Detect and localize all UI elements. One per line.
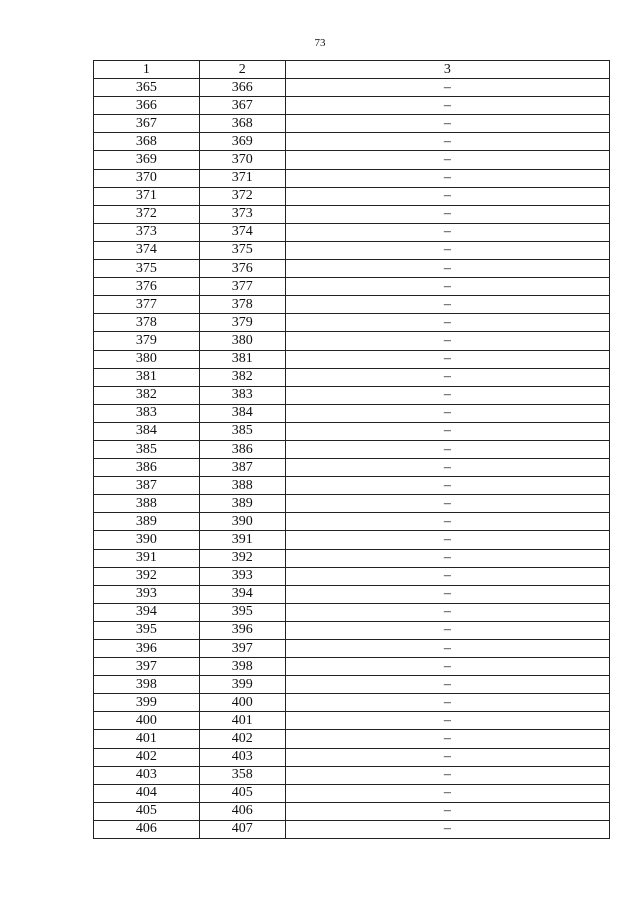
table-cell-col2: 381 [199,350,285,368]
table-cell-col3: – [285,477,609,495]
table-row [94,820,610,838]
table-cell-col2: 407 [199,820,285,838]
table-row [94,495,610,513]
table-row [94,115,610,133]
table-cell-col2: 373 [199,205,285,223]
table-cell-col3: – [285,531,609,549]
column-header-3: 3 [285,61,609,79]
table-cell-col3: – [285,802,609,820]
table-cell-col2: 358 [199,766,285,784]
table-cell-col2: 366 [199,79,285,97]
table-cell-col1: 369 [94,151,200,169]
table-cell-col3: – [285,676,609,694]
table-cell-col2: 394 [199,585,285,603]
table-cell-col1: 378 [94,314,200,332]
table-cell-col1: 367 [94,115,200,133]
table-cell-col2: 393 [199,567,285,585]
table-cell-col3: – [285,223,609,241]
table-cell-col2: 372 [199,187,285,205]
table-row [94,440,610,458]
table-cell-col3: – [285,694,609,712]
table-cell-col2: 370 [199,151,285,169]
table-cell-col1: 386 [94,459,200,477]
table-cell-col3: – [285,730,609,748]
column-header-1: 1 [94,61,200,79]
table-cell-col3: – [285,621,609,639]
table-cell-col1: 393 [94,585,200,603]
table-cell-col3: – [285,260,609,278]
table-row [94,314,610,332]
table-cell-col3: – [285,133,609,151]
table-cell-col1: 391 [94,549,200,567]
table-cell-col1: 371 [94,187,200,205]
table-cell-col2: 379 [199,314,285,332]
table-cell-col1: 401 [94,730,200,748]
table-cell-col1: 377 [94,296,200,314]
table-row [94,531,610,549]
table-cell-col2: 374 [199,223,285,241]
table-cell-col2: 397 [199,640,285,658]
data-table [93,60,610,839]
table-row [94,332,610,350]
table-row [94,241,610,259]
table-cell-col1: 380 [94,350,200,368]
table-cell-col1: 387 [94,477,200,495]
table-cell-col2: 403 [199,748,285,766]
table-cell-col1: 373 [94,223,200,241]
table-cell-col3: – [285,241,609,259]
table-cell-col1: 384 [94,422,200,440]
table-row [94,422,610,440]
table-row [94,151,610,169]
table-cell-col2: 385 [199,422,285,440]
table-row [94,802,610,820]
table-row [94,676,610,694]
table-cell-col1: 365 [94,79,200,97]
table-cell-col3: – [285,567,609,585]
table-row [94,603,610,621]
table-cell-col3: – [285,187,609,205]
table-cell-col3: – [285,79,609,97]
table-cell-col2: 371 [199,169,285,187]
table-cell-col1: 399 [94,694,200,712]
table-row [94,278,610,296]
table-row [94,640,610,658]
table-cell-col3: – [285,495,609,513]
table-cell-col1: 383 [94,404,200,422]
table-cell-col1: 379 [94,332,200,350]
table-cell-col3: – [285,459,609,477]
table-row [94,694,610,712]
table-cell-col3: – [285,658,609,676]
table-cell-col1: 397 [94,658,200,676]
table-row [94,97,610,115]
table-cell-col2: 367 [199,97,285,115]
table-cell-col2: 368 [199,115,285,133]
table-cell-col3: – [285,332,609,350]
table-cell-col2: 402 [199,730,285,748]
table-cell-col3: – [285,549,609,567]
table-cell-col2: 391 [199,531,285,549]
table-cell-col2: 376 [199,260,285,278]
table-cell-col1: 389 [94,513,200,531]
table-row [94,350,610,368]
table-cell-col3: – [285,386,609,404]
table-cell-col3: – [285,784,609,802]
table-cell-col2: 378 [199,296,285,314]
table-row [94,368,610,386]
table-row [94,260,610,278]
table-row [94,567,610,585]
table-row [94,459,610,477]
table-row [94,477,610,495]
table-row [94,549,610,567]
table-cell-col1: 381 [94,368,200,386]
table-cell-col2: 377 [199,278,285,296]
table-cell-col1: 368 [94,133,200,151]
table-cell-col3: – [285,278,609,296]
table-cell-col1: 405 [94,802,200,820]
table-cell-col3: – [285,314,609,332]
table-cell-col1: 406 [94,820,200,838]
table-row [94,223,610,241]
table-cell-col1: 376 [94,278,200,296]
table-cell-col2: 400 [199,694,285,712]
table-cell-col2: 392 [199,549,285,567]
table-cell-col2: 384 [199,404,285,422]
table-cell-col1: 390 [94,531,200,549]
table-cell-col1: 396 [94,640,200,658]
table-cell-col2: 401 [199,712,285,730]
table-cell-col1: 402 [94,748,200,766]
table-cell-col2: 383 [199,386,285,404]
column-header-2: 2 [199,61,285,79]
table-cell-col3: – [285,422,609,440]
table-row [94,784,610,802]
table-body [94,79,610,839]
table-cell-col2: 386 [199,440,285,458]
table-cell-col3: – [285,115,609,133]
table-cell-col2: 406 [199,802,285,820]
table-cell-col3: – [285,748,609,766]
table-cell-col3: – [285,350,609,368]
table-row [94,386,610,404]
table-row [94,748,610,766]
table-cell-col1: 394 [94,603,200,621]
table-cell-col3: – [285,820,609,838]
table-cell-col2: 390 [199,513,285,531]
table-cell-col2: 396 [199,621,285,639]
table-cell-col3: – [285,205,609,223]
table-cell-col3: – [285,296,609,314]
table-cell-col3: – [285,585,609,603]
table-cell-col3: – [285,640,609,658]
table-cell-col1: 395 [94,621,200,639]
table-cell-col2: 389 [199,495,285,513]
table-cell-col3: – [285,603,609,621]
table-cell-col1: 403 [94,766,200,784]
table-cell-col1: 385 [94,440,200,458]
table-cell-col3: – [285,368,609,386]
table-cell-col1: 404 [94,784,200,802]
table-row [94,658,610,676]
table-row [94,169,610,187]
table-cell-col3: – [285,766,609,784]
table-cell-col3: – [285,151,609,169]
table-cell-col3: – [285,440,609,458]
table-cell-col1: 372 [94,205,200,223]
table-row [94,133,610,151]
table-row [94,621,610,639]
table-cell-col3: – [285,169,609,187]
table-cell-col2: 382 [199,368,285,386]
table-row [94,730,610,748]
table-row [94,766,610,784]
page-number: 73 [314,37,326,49]
table-row [94,205,610,223]
table-cell-col1: 382 [94,386,200,404]
table-row [94,712,610,730]
table-cell-col3: – [285,404,609,422]
table-row [94,187,610,205]
table-cell-col2: 399 [199,676,285,694]
table-row [94,404,610,422]
table-cell-col1: 388 [94,495,200,513]
header-row [94,61,610,79]
table-cell-col2: 405 [199,784,285,802]
table-cell-col3: – [285,712,609,730]
table-cell-col3: – [285,97,609,115]
table-cell-col2: 387 [199,459,285,477]
table-cell-col1: 374 [94,241,200,259]
table-cell-col1: 398 [94,676,200,694]
table-row [94,296,610,314]
table-cell-col2: 395 [199,603,285,621]
table-row [94,585,610,603]
table-cell-col2: 369 [199,133,285,151]
table-row [94,513,610,531]
table-cell-col3: – [285,513,609,531]
table-cell-col2: 388 [199,477,285,495]
table-cell-col2: 380 [199,332,285,350]
table-cell-col1: 366 [94,97,200,115]
table-cell-col2: 398 [199,658,285,676]
table-cell-col1: 400 [94,712,200,730]
table-cell-col1: 375 [94,260,200,278]
table-row [94,79,610,97]
table-cell-col1: 392 [94,567,200,585]
table-cell-col2: 375 [199,241,285,259]
table-cell-col1: 370 [94,169,200,187]
